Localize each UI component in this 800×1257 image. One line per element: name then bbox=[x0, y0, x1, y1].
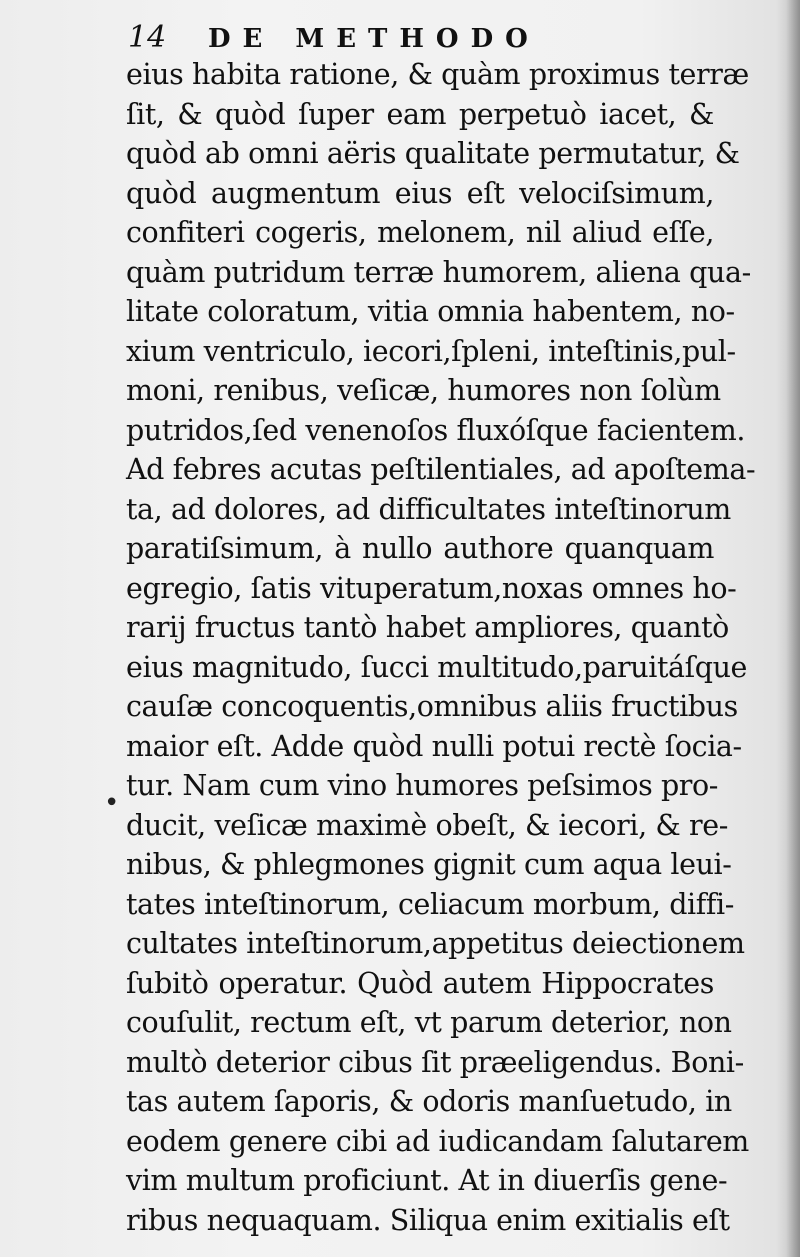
text-line: tates inteſtinorum, celiacum morbum, diffi- bbox=[126, 887, 734, 921]
text-line: ducit, veſicæ maximè obeſt, & iecori, & re- bbox=[126, 808, 728, 842]
body-text bbox=[126, 55, 756, 1240]
text-line: tur. Nam cum vino humores peſsimos pro- bbox=[126, 769, 719, 802]
running-head: DE METHODO bbox=[208, 24, 540, 54]
text-line: quòd ab omni aëris qualitate permutatur, & bbox=[126, 137, 740, 170]
page-edge-shadow bbox=[786, 0, 800, 1257]
text-line: ſubitò operatur. Quòd autem Hippocrates bbox=[126, 966, 714, 1000]
text-line: maior eſt. Adde quòd nulli potui rectè ſocia- bbox=[126, 729, 742, 763]
text-line: ribus nequaquam. Siliqua enim exitialis eſt bbox=[126, 1203, 730, 1237]
page-header bbox=[128, 20, 708, 60]
text-line: confiteri cogeris, melonem, nil aliud eſſe, bbox=[126, 216, 714, 249]
text-line: eius magnitudo, ſucci multitudo,paruitáſque bbox=[126, 650, 748, 684]
page-number: 14 bbox=[128, 20, 167, 55]
text-line: putridos,ſed venenoſos fluxóſque facientem. bbox=[126, 413, 746, 447]
text-line: ta, ad dolores, ad difficultates inteſtinorum bbox=[126, 492, 731, 526]
text-line: moni, renibus, veſicæ, humores non ſolùm bbox=[126, 374, 721, 407]
text-line: rarij fructus tantò habet ampliores, quantò bbox=[126, 611, 729, 644]
text-line: eius habita ratione, & quàm proximus terræ bbox=[126, 58, 749, 91]
text-line: xium ventriculo, iecori,ſpleni, inteſtinis,pul- bbox=[126, 334, 736, 368]
text-line: quòd augmentum eius eſt velociſsimum, bbox=[126, 176, 714, 210]
text-line: vim multum proficiunt. At in diuerſis gene- bbox=[126, 1164, 728, 1197]
text-line: couſulit, rectum eſt, vt parum deterior, non bbox=[126, 1006, 732, 1039]
text-line: multò deterior cibus ſit præeligendus. Boni- bbox=[126, 1045, 744, 1079]
text-line: paratiſsimum, à nullo authore quanquam bbox=[126, 532, 714, 565]
text-line: egregio, ſatis vituperatum,noxas omnes ho- bbox=[126, 571, 737, 605]
margin-mark: • bbox=[104, 788, 120, 818]
text-line: quàm putridum terræ humorem, aliena qua- bbox=[126, 255, 751, 289]
text-line: Ad febres acutas peſtilentiales, ad apoſtema- bbox=[126, 453, 756, 486]
text-line: nibus, & phlegmones gignit cum aqua leui- bbox=[126, 848, 732, 881]
text-line: litate coloratum, vitia omnia habentem, no- bbox=[126, 295, 735, 328]
text-line: ſit, & quòd ſuper eam perpetuò iacet, & bbox=[126, 97, 714, 131]
text-line: tas autem ſaporis, & odoris manſuetudo, in bbox=[126, 1085, 732, 1118]
text-line: eodem genere cibi ad iudicandam ſalutarem bbox=[126, 1124, 749, 1158]
text-line: cauſæ concoquentis,omnibus aliis fructibus bbox=[126, 690, 738, 723]
text-line: cultates inteſtinorum,appetitus deiectionem bbox=[126, 927, 745, 960]
